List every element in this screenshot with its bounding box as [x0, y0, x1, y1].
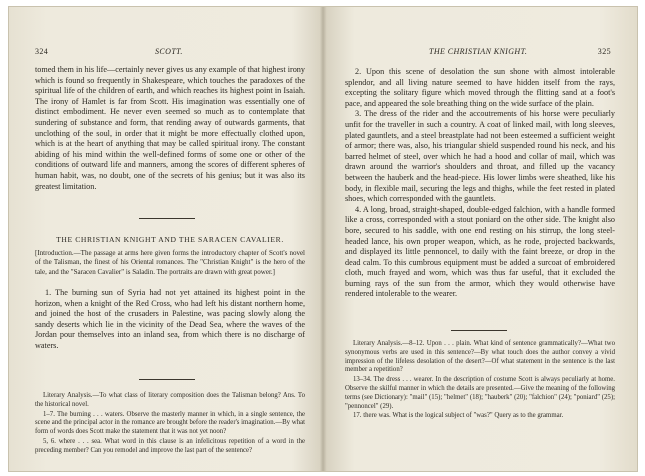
paragraph-4: 4. A long, broad, straight-shaped, double-edged falchion, with a handle formed like a cross, corresponded with a stout poniard on the other side. The knight also bore, secured to his saddle, with one end resting on his stirrup, the long steel-headed lance, his own proper weapon, which, as he rode, projected backwards, and displayed its little pennoncel, to daily with the faint breeze, or drop in the dead calm. To this cumbrous equipment must be added a surcoat of embroidered cloth, much frayed and worn, which was thus far useful, that it excluded the burning rays of the sun from the armor, which they would otherwise have rendered intolerable to the wearer. [345, 204, 615, 299]
note-item: 17. there was. What is the logical subject of "was?" Query as to the grammar. [353, 412, 564, 420]
note-item: Literary Analysis.—8–12. Upon . . . plain. What kind of sentence grammatically?—What two synonymous verbs are used in this sentence?—By what touch does the author convey a vivid impression of the lifeless desolation of the desert?—Of what statement in the sentence is the last member a repetition? [345, 340, 615, 374]
paragraph-text: tomed them in his life—certainly never gives us any example of that highest irony which is found so frequently in Shakespeare, which touches the paradoxes of the spiritual life of the children of earth, and which reaches its highest point in Isaiah. The irony of Hamlet is far from Scott. His imagination was essentially one of distinct embodiment. He never even seemed so much as to contemplate that sundering of substance and form, that rending away of outwards garments, that unclothing of the soul, in order that it might be more effectually clothed upon, which is at the heart of anything that may be called spiritual irony. The constant abiding of his mind within the well-defined forms of some one or other of the conditions of outward life and manners, among the scores of different spheres of human habit, was, no doubt, one of the secrets of his genius; but it was also its greatest limitation. [35, 65, 305, 191]
paragraph-1 [35, 288, 305, 352]
open-book-spread [8, 6, 638, 472]
paragraph-text: 1. The burning sun of Syria had not yet attained its highest point in the horizon, when a knight of the Red Cross, who had left his distant northern home, and joined the host of the crusaders in Palestine, was pacing slowly along the sandy deserts which lie in the vicinity of the Dead Sea, where the waves of the Jordan pour themselves into an inland sea, from which there is no discharge of waters. [35, 288, 305, 350]
right-body [345, 67, 615, 300]
paragraph-3: 3. The dress of the rider and the accoutrements of his horse were peculiarly unfit for the traveller in such a country. A coat of linked mail, with long sleeves, plated gauntlets, and a steel breastplate had not been esteemed a sufficient weight of armor; there was, also, his triangular shield suspended round his neck, and his barred helmet of steel, over which he had a hood and collar of mail, which was drawn around the warrior's shoulders and throat, and filled up the vacancy between the hauberk and the head-piece. His lower limbs were sheathed, like his body, in flexible mail, securing the legs and thighs, while the feet rested in plated shoes, which corresponded with the gauntlets. [345, 109, 615, 204]
note-item: 5, 6. where . . . sea. What word in this clause is an infelicitous repetition of a word in the preceding member? Can you remodel and improve the last part of the sentence? [35, 437, 305, 454]
paragraph-2: 2. Upon this scene of desolation the sun shone with almost intolerable splendor, and all living nature seemed to have hidden itself from the rays, excepting the solitary figure which moved through the flitting sand at a foot's pace, and appeared the sole breathing thing on the wide surface of the plain. [345, 67, 615, 108]
analysis-notes [35, 392, 305, 457]
note-item: 13–34. The dress . . . wearer. In the description of costume Scott is always peculiarly at home. Observe the skilful manner in which the details are presented.—Give the meaning of the following terms (see Dictionary): "mail" (15); "helmet" (18); "hauberk" (20); "falchion" (24); "poniard" (25); "pennoncel" (29). [345, 376, 615, 410]
page-number: 325 [597, 47, 611, 56]
running-title: THE CHRISTIAN KNIGHT. [429, 47, 528, 56]
notes-divider [139, 379, 195, 380]
running-title: SCOTT. [155, 47, 183, 56]
right-page [323, 7, 637, 471]
analysis-notes [345, 340, 615, 422]
continued-paragraph [35, 65, 305, 192]
page-number: 324 [35, 47, 49, 56]
notes-divider [451, 330, 507, 331]
note-item: 1–7. The burning . . . waters. Observe the masterly manner in which, in a single sentence, the scene and the principal actor in the romance are brought before the reader's imagination.—By what form of words does Scott make the statement that it was not yet noon? [35, 410, 305, 436]
note-item: Literary Analysis.—To what class of literary composition does the Talisman belong? Ans. To the historical novel. [35, 392, 305, 408]
section-divider [139, 218, 195, 219]
section-title: THE CHRISTIAN KNIGHT AND THE SARACEN CAVALIER. [56, 235, 284, 244]
left-page [9, 7, 323, 471]
introduction-note: [Introduction.—The passage at arms here given forms the introductory chapter of Scott's novel of the Talisman, the finest of his Oriental romances. The "Christian Knight" is the hero of the tale, and the "Saracen Cavalier" is Saladin. The portraits are drawn with great power.] [35, 249, 305, 276]
